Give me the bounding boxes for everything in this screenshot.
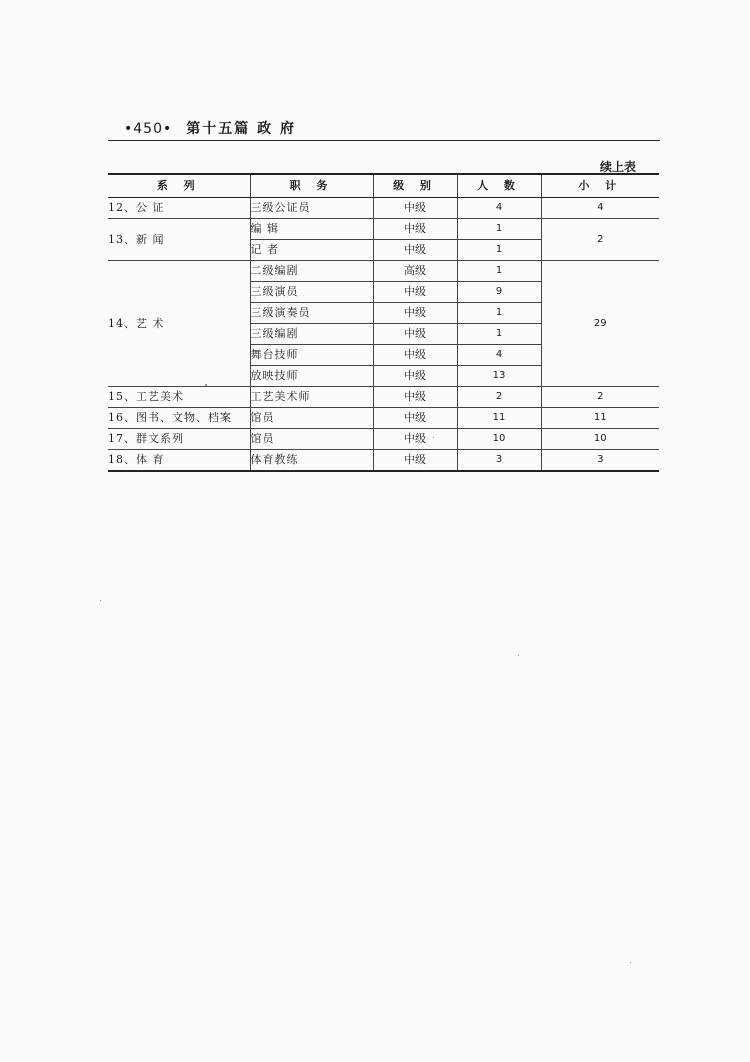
scan-speck — [630, 962, 631, 963]
grade-cell: 中级 — [373, 450, 457, 472]
duty-cell: 三级演员 — [250, 282, 373, 303]
series-cell: 18、体 育 — [108, 450, 250, 472]
grade-cell: 中级 — [373, 198, 457, 219]
grade-cell: 高级 — [373, 261, 457, 282]
count-cell: 1 — [457, 324, 541, 345]
grade-cell: 中级 — [373, 324, 457, 345]
duty-cell: 工艺美术师 — [250, 387, 373, 408]
scan-speck — [518, 655, 519, 656]
grade-cell: 中级 — [373, 387, 457, 408]
grade-cell: 中级 — [373, 240, 457, 261]
duty-cell: 三级演奏员 — [250, 303, 373, 324]
table-row — [108, 219, 659, 240]
table-body — [108, 198, 659, 472]
subtotal-cell: 4 — [541, 198, 659, 219]
count-cell: 4 — [457, 345, 541, 366]
table-row — [108, 198, 659, 219]
column-header-subtotal: 小 计 — [541, 174, 659, 198]
duty-cell: 三级编剧 — [250, 324, 373, 345]
column-header-duty: 职 务 — [250, 174, 373, 198]
duty-cell: 记 者 — [250, 240, 373, 261]
count-cell: 10 — [457, 429, 541, 450]
duty-cell: 舞台技师 — [250, 345, 373, 366]
staff-title-table — [108, 173, 659, 472]
grade-cell: 中级 — [373, 408, 457, 429]
grade-cell: 中级 — [373, 429, 457, 450]
count-cell: 1 — [457, 219, 541, 240]
subtotal-cell: 3 — [541, 450, 659, 472]
grade-cell: 中级 — [373, 366, 457, 387]
series-cell: 13、新 闻 — [108, 219, 250, 261]
table-row — [108, 387, 659, 408]
duty-cell: 三级公证员 — [250, 198, 373, 219]
subtotal-cell: 11 — [541, 408, 659, 429]
grade-cell: 中级 — [373, 282, 457, 303]
chapter-title: 第十五篇 政 府 — [186, 121, 296, 137]
table-row — [108, 261, 659, 282]
header-rule — [108, 140, 660, 141]
column-header-grade: 级 别 — [373, 174, 457, 198]
table-row — [108, 408, 659, 429]
duty-cell: 放映技师 — [250, 366, 373, 387]
column-header-count: 人 数 — [457, 174, 541, 198]
subtotal-cell: 10 — [541, 429, 659, 450]
duty-cell: 编 辑 — [250, 219, 373, 240]
count-cell: 4 — [457, 198, 541, 219]
page-header — [124, 118, 296, 138]
scan-speck — [205, 384, 207, 386]
subtotal-cell: 2 — [541, 387, 659, 408]
table-row — [108, 429, 659, 450]
count-cell: 1 — [457, 303, 541, 324]
count-cell: 1 — [457, 261, 541, 282]
count-cell: 3 — [457, 450, 541, 472]
duty-cell: 二级编剧 — [250, 261, 373, 282]
series-cell: 14、艺 术 — [108, 261, 250, 387]
series-cell: 12、公 证 — [108, 198, 250, 219]
page-number: •450• — [124, 121, 173, 137]
table-header-row — [108, 174, 659, 198]
duty-cell: 馆员 — [250, 408, 373, 429]
duty-cell: 馆员 — [250, 429, 373, 450]
scan-speck — [433, 437, 434, 438]
table-row — [108, 450, 659, 472]
series-cell: 16、图书、文物、档案 — [108, 408, 250, 429]
subtotal-cell: 29 — [541, 261, 659, 387]
grade-cell: 中级 — [373, 303, 457, 324]
column-header-series: 系 列 — [108, 174, 250, 198]
count-cell: 13 — [457, 366, 541, 387]
continued-label: 续上表 — [600, 160, 637, 174]
duty-cell: 体育教练 — [250, 450, 373, 472]
series-cell: 17、群文系列 — [108, 429, 250, 450]
series-cell: 15、工艺美术 — [108, 387, 250, 408]
count-cell: 2 — [457, 387, 541, 408]
subtotal-cell: 2 — [541, 219, 659, 261]
count-cell: 11 — [457, 408, 541, 429]
grade-cell: 中级 — [373, 345, 457, 366]
grade-cell: 中级 — [373, 219, 457, 240]
count-cell: 1 — [457, 240, 541, 261]
scan-speck — [100, 600, 101, 601]
count-cell: 9 — [457, 282, 541, 303]
